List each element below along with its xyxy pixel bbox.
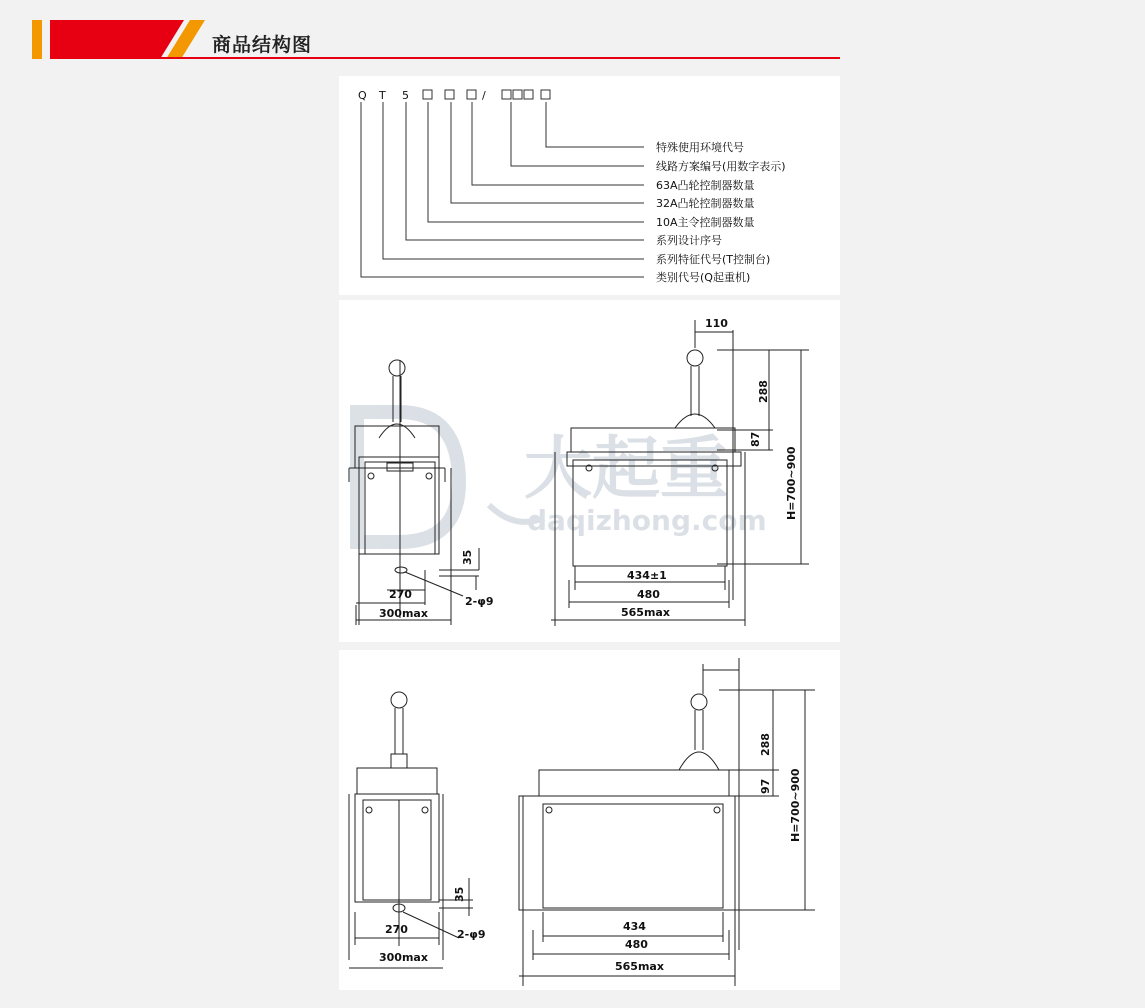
red-block	[50, 20, 184, 59]
code-label-32a: 32A凸轮控制器数量	[656, 197, 755, 210]
section-underline	[50, 57, 840, 59]
orange-bar	[32, 20, 42, 59]
dim-holes-side: 2-φ9	[465, 595, 494, 608]
dim-97-front-2: 97	[759, 778, 772, 794]
section-header	[0, 0, 1145, 70]
code-char-q: Q	[358, 89, 367, 102]
dim-480-front: 480	[637, 588, 660, 601]
dim-288-front: 288	[757, 380, 770, 403]
dim-288-front-2: 288	[759, 733, 772, 756]
dimension-drawing-2-svg	[339, 650, 840, 990]
dim-h-front-2: H=700~900	[789, 768, 802, 842]
dim-565max-front-2: 565max	[615, 960, 664, 973]
code-label-10a: 10A主令控制器数量	[656, 216, 755, 229]
code-label-category: 类别代号(Q起重机)	[656, 271, 751, 284]
section-title: 商品结构图	[212, 34, 313, 56]
model-code-panel	[339, 76, 840, 295]
watermark-cn: 大起重	[524, 430, 729, 509]
dim-270-side: 270	[389, 588, 412, 601]
code-label-env: 特殊使用环境代号	[656, 141, 744, 154]
dim-565max-front: 565max	[621, 606, 670, 619]
code-label-series-design: 系列设计序号	[656, 234, 722, 247]
dim-300max-side: 300max	[379, 607, 428, 620]
code-char-t: T	[379, 89, 386, 102]
dimension-drawing-1-svg	[339, 300, 840, 642]
dim-300max-side-2: 300max	[379, 951, 428, 964]
watermark-en: daqizhong.com	[527, 504, 767, 537]
dim-holes-side-2: 2-φ9	[457, 928, 486, 941]
code-label-circuit: 线路方案编号(用数字表示)	[656, 160, 786, 173]
dim-434-front: 434±1	[627, 569, 667, 582]
code-label-63a: 63A凸轮控制器数量	[656, 179, 755, 192]
dim-270-side-2: 270	[385, 923, 408, 936]
code-char-5: 5	[402, 89, 409, 102]
watermark	[357, 412, 767, 542]
header-decoration	[0, 0, 840, 62]
dim-434-front-2: 434	[623, 920, 646, 933]
code-char-slash: /	[482, 89, 486, 102]
dim-35-side-2: 35	[453, 886, 466, 902]
dim-h-front: H=700~900	[785, 446, 798, 520]
dimension-drawing-2	[339, 650, 840, 990]
model-code-diagram	[339, 76, 840, 295]
dim-35-side: 35	[461, 549, 474, 565]
dim-110-front: 110	[705, 317, 728, 330]
dimension-drawing-1	[339, 300, 840, 642]
dim-480-front-2: 480	[625, 938, 648, 951]
code-label-series-feature: 系列特征代号(T控制台)	[656, 253, 771, 266]
dim-87-front: 87	[749, 431, 762, 447]
